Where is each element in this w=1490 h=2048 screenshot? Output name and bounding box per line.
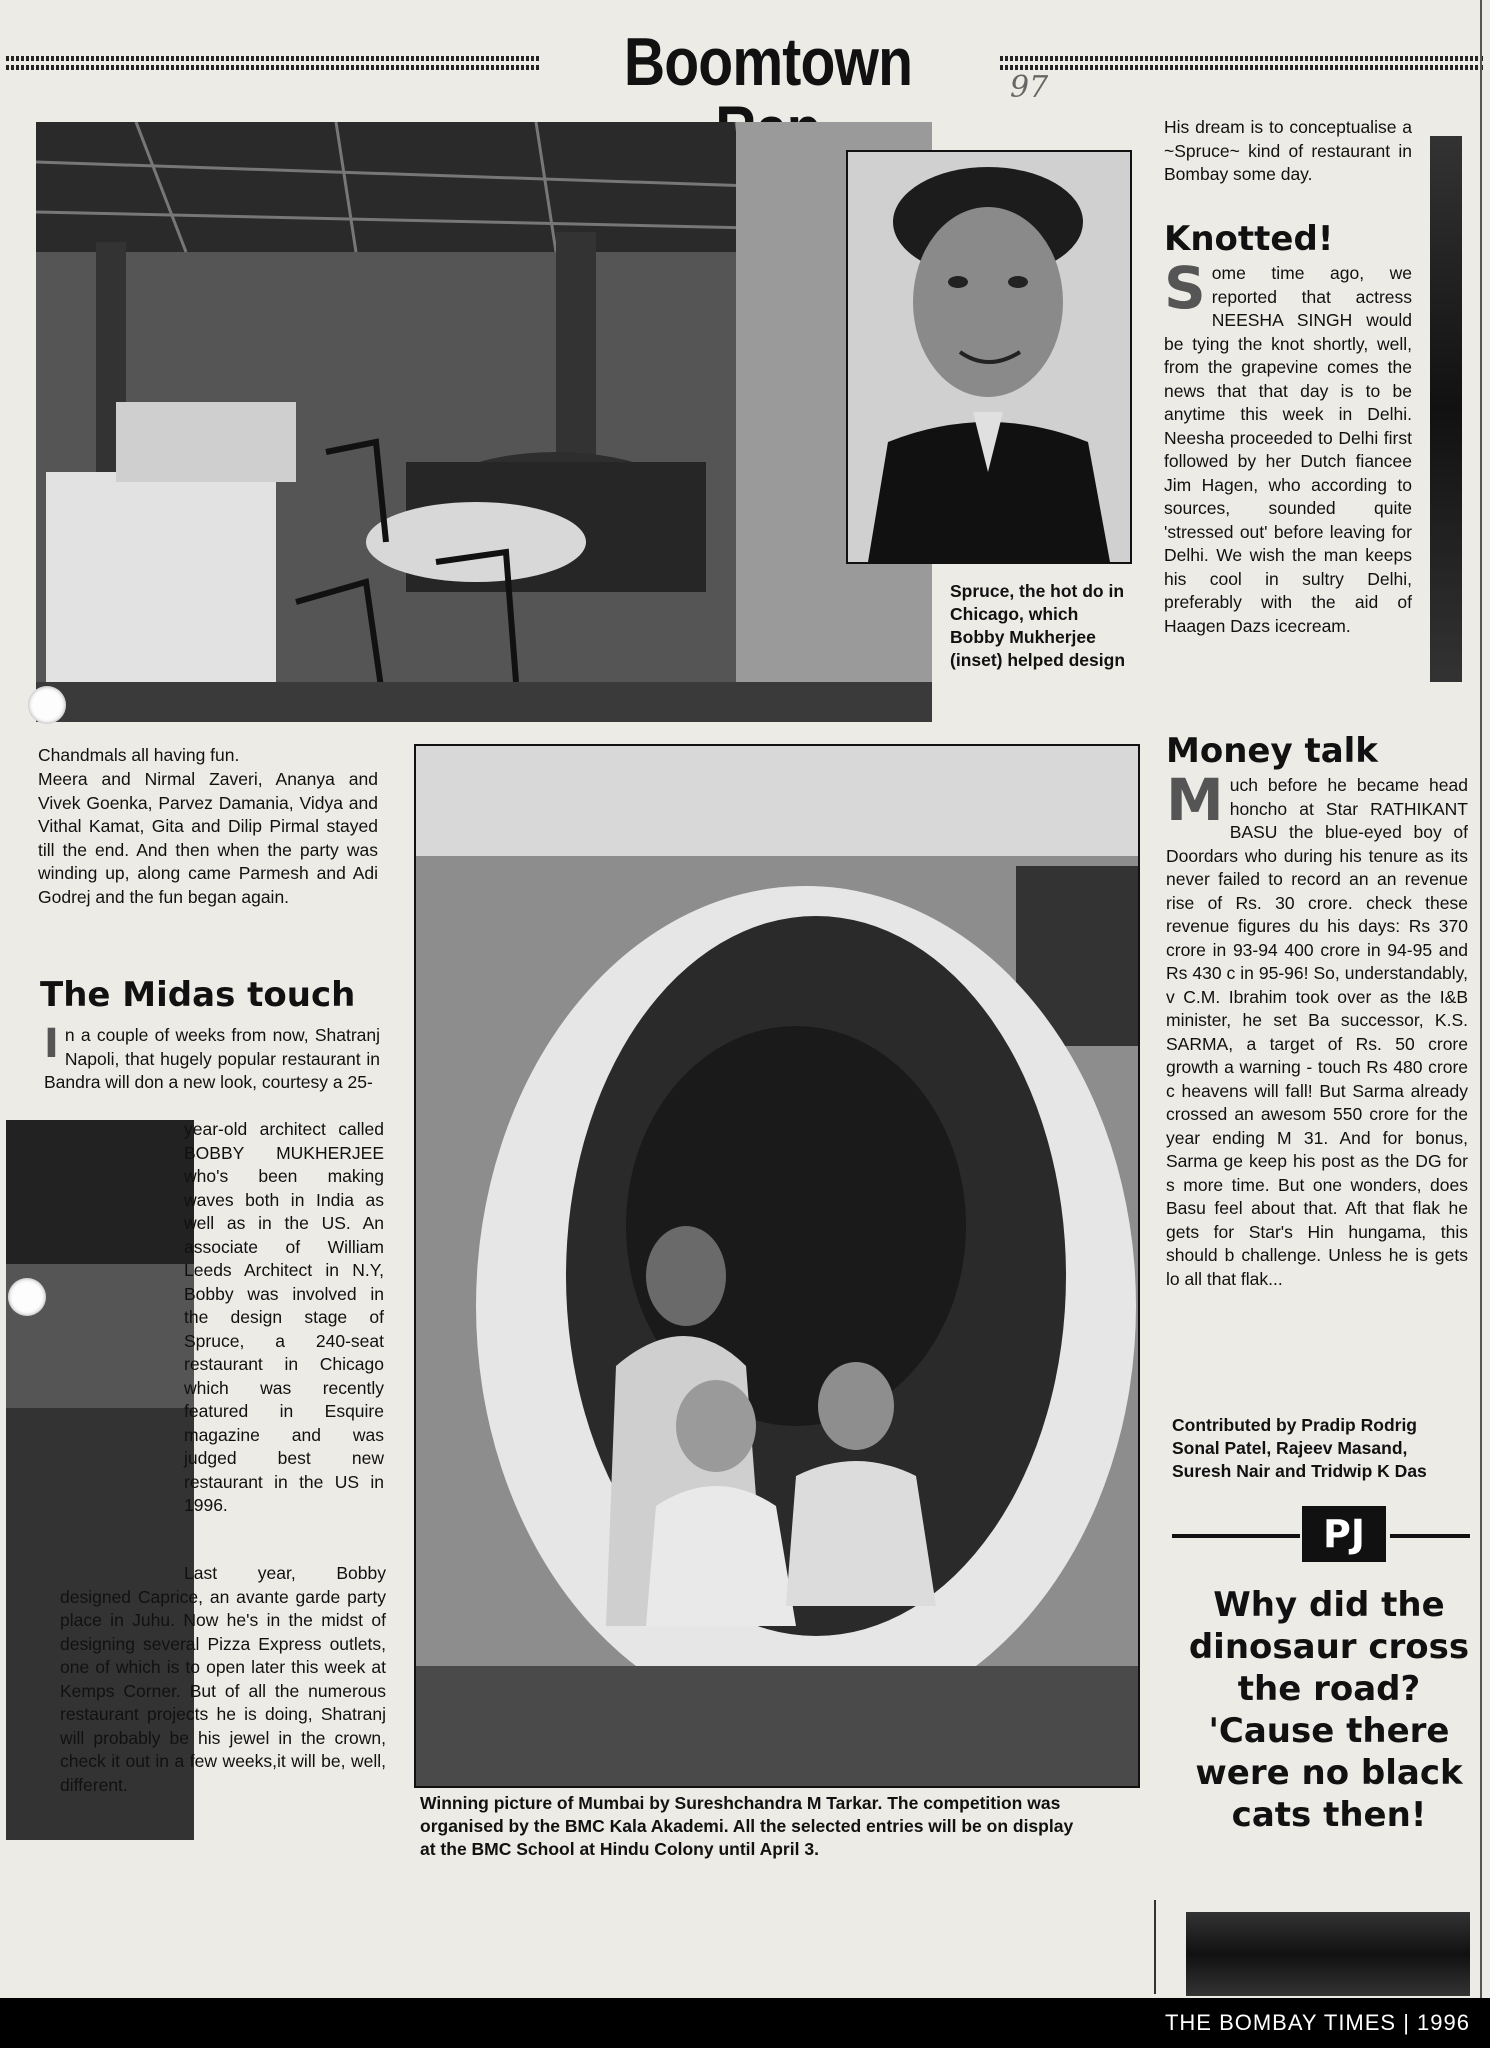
dream-paragraph: His dream is to conceptualise a ~Spruce~ kind of restaurant in Bombay some day. — [1164, 117, 1412, 184]
money-talk-paragraph — [1166, 774, 1468, 1414]
bobby-mukherjee-portrait — [846, 150, 1132, 564]
masthead-rule-right — [1000, 56, 1484, 70]
knotted-dropcap: S — [1164, 254, 1206, 322]
photo-caption-restaurant: Spruce, the hot do in Chicago, which Bobby Mukherjee (inset) helped design — [950, 581, 1126, 670]
pj-logo-text: PJ — [1323, 1512, 1365, 1556]
knotted-paragraph — [1164, 254, 1412, 638]
midas-paragraph-b: year-old architect called BOBBY MUKHERJEE who's been making waves both in India as well as in the US. An associate of William Leeds Architect in N.Y, Bobby was involved in the design stage of Spruce, a 240-seat restaurant in Chicago which was recently featured in Esquire magazine and was judged best new restaurant in the US in 1996. — [184, 1119, 384, 1515]
pj-rule-right — [1390, 1534, 1470, 1538]
pj-joke: Why did the dinosaur cross the road? 'Cause there were no black cats then! — [1188, 1585, 1470, 1835]
contributors-credit: Contributed by Pradip Rodrig Sonal Patel, Rajeev Masand, Suresh Nair and Tridwip K Das — [1172, 1415, 1427, 1481]
footer-bar — [0, 1998, 1490, 2048]
midas-paragraph-c: Last year, Bobby designed Caprice, an avante garde party place in Juhu. Now he's in the midst of designing several Pizza Express outlets, one of which is to open later this week at Kemps Corner. But of all the numerous restaurant projects he is doing, Shatranj will probably be his jewel in the crown, check it out in a few weeks,it will be, well, different. — [60, 1563, 386, 1795]
midas-dropcap: I — [44, 1021, 59, 1067]
page-border-right — [1480, 0, 1482, 1998]
masthead-rule-left — [6, 56, 540, 70]
portrait-art — [848, 152, 1130, 562]
pj-rule-left — [1172, 1534, 1300, 1538]
handwritten-date: 97 — [1010, 70, 1049, 105]
photo-caption-pipe: Winning picture of Mumbai by Sureshchandra M Tarkar. The competition was organised by the BMC Kala Akademi. All the selected entries will be on display at the BMC School at Hindu Colony until April 3. — [420, 1793, 1074, 1859]
money-talk-dropcap: M — [1166, 774, 1224, 834]
bottom-right-strip — [1186, 1912, 1470, 1996]
midas-text-a: n a couple of weeks from now, Shatranj Napoli, that hugely popular restaurant in Bandra will don a new look, courtesy a 25- — [44, 1025, 380, 1092]
right-edge-strip-1 — [1430, 136, 1462, 682]
money-talk-heading: Money talk — [1166, 731, 1378, 771]
money-talk-text: uch before he became head honcho at Star RATHIKANT BASU the blue-eyed boy of Doordars who during his tenure as its never failed to record an an revenue rise of Rs. 30 crore. check these revenue figures du his days: Rs 370 crore in 93-94 400 crore in 94-95 and Rs 430 c in 95-96! So, understandably, v C.M. Ibrahim took over as the I&B minister, he set Ba successor, K.S. SARMA, a target of Rs. 50 crore growth a warning - touch Rs 480 crore c heavens will fall! But Sarma already crossed an awesom 550 crore for the year ending M 31. And for bonus, Sarma ge keep his post as the DG for s more time. But one wonders, does Basu feel about that. Aft that flak he gets for Star's Hin hungama, this should b challenge. Unless he is gets lo all that flak... — [1166, 775, 1468, 1289]
bottom-divider — [1154, 1900, 1156, 1994]
restaurant-photo-art — [36, 122, 932, 722]
pj-logo — [1302, 1506, 1386, 1562]
footer-source: THE BOMBAY TIMES | 1996 — [1164, 2010, 1470, 2035]
left-intro: Chandmals all having fun. — [38, 745, 240, 765]
midas-paragraph-a — [44, 1021, 380, 1095]
pipe-photo-art — [416, 746, 1138, 1786]
midas-touch-heading: The Midas touch — [40, 975, 356, 1015]
knotted-heading: Knotted! — [1164, 219, 1334, 259]
knotted-text: ome time ago, we reported that actress NEESHA SINGH would be tying the knot shortly, well, from the grapevine comes the news that that day is to be anytime this week in Delhi. Neesha proceeded to Delhi first followed by her Dutch fiancee Jim Hagen, who according to sources, sounded quite 'stressed out' before leaving for Delhi. We wish the man keeps his cool in sultry Delhi, preferably with the aid of Haagen Dazs icecream. — [1164, 263, 1412, 636]
punch-hole-top — [28, 686, 66, 724]
punch-hole-bottom — [8, 1278, 46, 1316]
masthead-title: Boomtown — [623, 24, 913, 100]
left-party-paragraph: Meera and Nirmal Zaveri, Ananya and Vivek Goenka, Parvez Damania, Vidya and Vithal Kamat, Gita and Dilip Pirmal stayed till the end. And then when the party was winding up, along came Parmesh and Adi Godrej and the fun began again. — [38, 769, 378, 907]
pipe-photo — [414, 744, 1140, 1788]
restaurant-photo — [36, 122, 932, 722]
